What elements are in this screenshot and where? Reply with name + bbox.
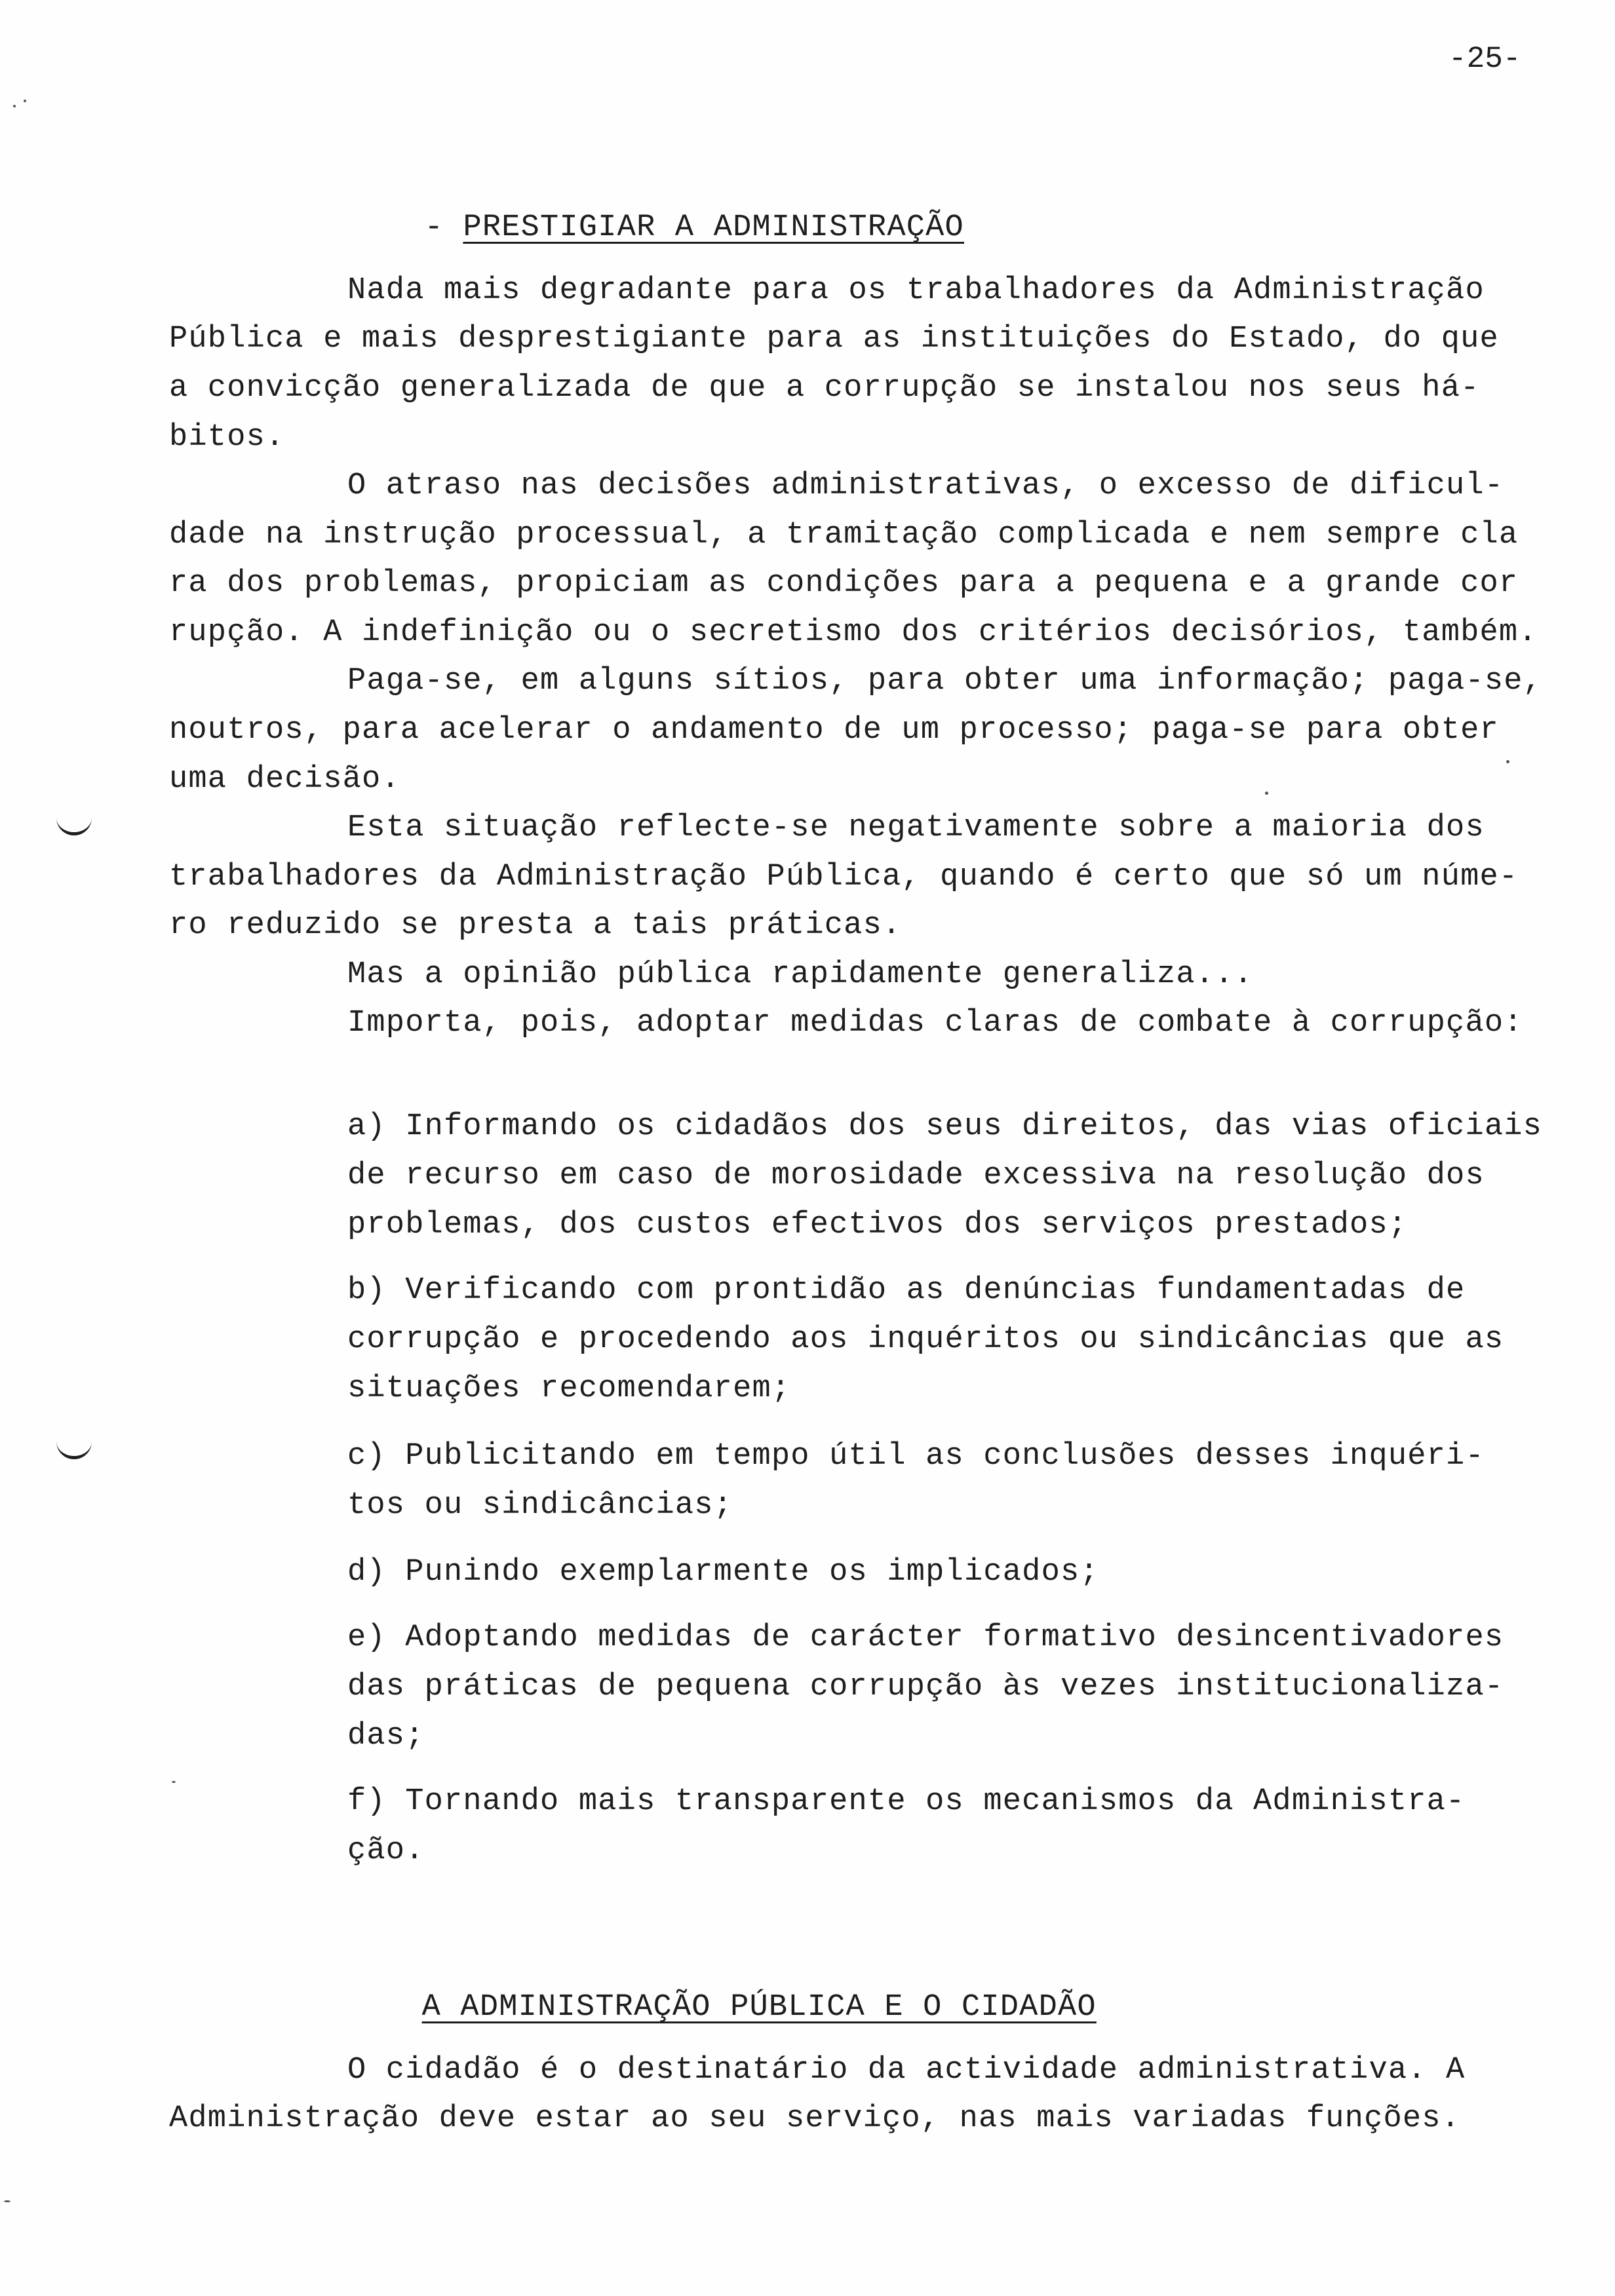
list-item-f-line: ção. bbox=[347, 1833, 425, 1868]
text-line: noutros, para acelerar o andamento de um processo; paga-se para obter bbox=[169, 713, 1499, 748]
heading-title: A ADMINISTRAÇÃO PÚBLICA E O CIDADÃO bbox=[421, 1990, 1097, 2025]
text-line: Administração deve estar ao seu serviço, nas mais variadas funções. bbox=[169, 2101, 1461, 2136]
text-line: trabalhadores da Administração Pública, quando é certo que só um núme- bbox=[169, 860, 1519, 894]
text-line: uma decisão. bbox=[169, 762, 400, 797]
heading-title: PRESTIGIAR A ADMINISTRAÇÃO bbox=[463, 210, 964, 245]
list-item-a-line: a) Informando os cidadãos dos seus direitos, das vias oficiais bbox=[347, 1109, 1543, 1144]
text-line: Mas a opinião pública rapidamente generaliza... bbox=[347, 957, 1254, 992]
list-item-f-line: f) Tornando mais transparente os mecanismos da Administra- bbox=[347, 1784, 1466, 1819]
text-line: O cidadão é o destinatário da actividade administrativa. A bbox=[347, 2053, 1466, 2088]
scan-speck bbox=[13, 105, 16, 107]
text-line: a convicção generalizada de que a corrupção se instalou nos seus há- bbox=[169, 371, 1480, 406]
heading-dash: - bbox=[424, 210, 463, 245]
list-item-b-line: b) Verificando com prontidão as denúncias fundamentadas de bbox=[347, 1273, 1466, 1308]
text-line: Pública e mais desprestigiante para as instituições do Estado, do que bbox=[169, 322, 1499, 356]
scan-speck bbox=[172, 1781, 176, 1783]
scan-speck bbox=[1506, 760, 1509, 763]
list-item-e-line: das; bbox=[347, 1719, 425, 1753]
text-line: rupção. A indefinição ou o secretismo dos critérios decisórios, também. bbox=[169, 615, 1538, 650]
text-line: Esta situação reflecte-se negativamente sobre a maioria dos bbox=[347, 811, 1485, 845]
list-item-e-line: das práticas de pequena corrupção às vezes institucionaliza- bbox=[347, 1670, 1504, 1704]
section-heading-prestigiar bbox=[347, 169, 964, 287]
scan-speck bbox=[24, 100, 26, 102]
list-item-d-line: d) Punindo exemplarmente os implicados; bbox=[347, 1555, 1099, 1590]
list-item-a-line: de recurso em caso de morosidade excessiva na resolução dos bbox=[347, 1158, 1485, 1193]
scan-speck bbox=[4, 2200, 10, 2202]
list-item-b-line: situações recomendarem; bbox=[347, 1371, 791, 1406]
list-item-b-line: corrupção e procedendo aos inquéritos ou sindicâncias que as bbox=[347, 1322, 1504, 1357]
page-number: -25- bbox=[1449, 42, 1521, 76]
text-line: ro reduzido se presta a tais práticas. bbox=[169, 908, 902, 943]
text-line: O atraso nas decisões administrativas, o excesso de dificul- bbox=[347, 469, 1504, 503]
text-line: Nada mais degradante para os trabalhadores da Administração bbox=[347, 273, 1485, 308]
text-line: dade na instrução processual, a tramitação complicada e nem sempre cla bbox=[169, 518, 1519, 552]
text-line: Importa, pois, adoptar medidas claras de combate à corrupção: bbox=[347, 1006, 1523, 1041]
list-item-c-line: tos ou sindicâncias; bbox=[347, 1488, 733, 1523]
scan-speck bbox=[1265, 792, 1268, 795]
list-item-c-line: c) Publicitando em tempo útil as conclusões desses inquéri- bbox=[347, 1439, 1485, 1474]
list-item-e-line: e) Adoptando medidas de carácter formativo desincentivadores bbox=[347, 1620, 1504, 1655]
text-line: Paga-se, em alguns sítios, para obter uma informação; paga-se, bbox=[347, 664, 1543, 698]
text-line: bitos. bbox=[169, 420, 285, 455]
list-item-a-line: problemas, dos custos efectivos dos serviços prestados; bbox=[347, 1208, 1408, 1242]
section-heading-cidadao bbox=[345, 1949, 1097, 2067]
text-line: ra dos problemas, propiciam as condições para a pequena e a grande cor bbox=[169, 566, 1519, 601]
margin-mark bbox=[56, 816, 92, 835]
margin-mark bbox=[56, 1440, 92, 1459]
